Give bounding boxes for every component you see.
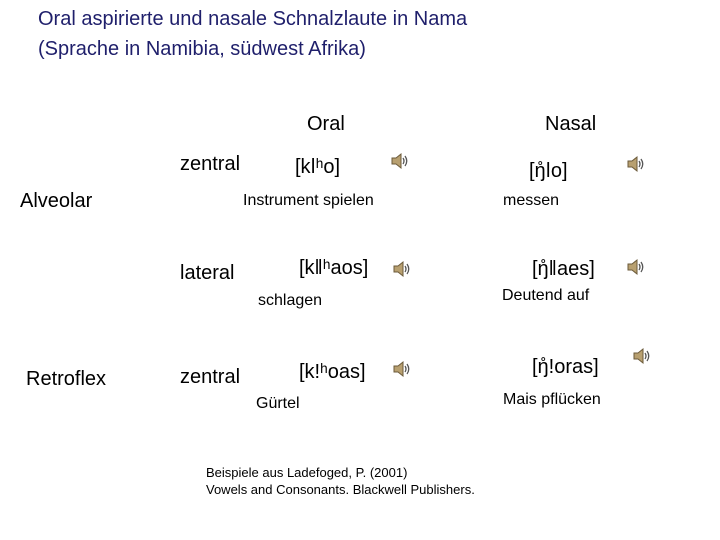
oral-gloss: Instrument spielen [243, 192, 374, 209]
column-header-nasal: Nasal [545, 113, 597, 135]
slide-title-line-2: (Sprache in Namibia, südwest Afrika) [38, 38, 366, 60]
oral-click-transcription: [kǀʰo] [295, 156, 341, 178]
column-header-oral: Oral [307, 113, 345, 135]
slide-title-line-1: Oral aspirierte und nasale Schnalzlaute in Nama [38, 8, 468, 30]
manner-label-zentral: zentral [180, 153, 241, 175]
speaker-icon[interactable] [632, 347, 652, 365]
speaker-icon[interactable] [626, 155, 646, 173]
nasal-gloss: Deutend auf [502, 287, 590, 304]
oral-gloss: schlagen [258, 292, 323, 309]
manner-label-zentral: zentral [180, 366, 241, 388]
nasal-click-transcription: [ŋ̊ǀo] [529, 160, 568, 182]
nasal-click-transcription: [ŋ̊ǁaes] [532, 258, 595, 280]
place-label-retroflex: Retroflex [26, 368, 107, 390]
manner-label-lateral: lateral [180, 262, 235, 284]
citation-line-2: Vowels and Consonants. Blackwell Publishers. [206, 482, 475, 497]
oral-click-transcription: [kǁʰaos] [299, 257, 369, 279]
place-label-alveolar: Alveolar [20, 190, 93, 212]
citation-line-1: Beispiele aus Ladefoged, P. (2001) [206, 465, 408, 480]
speaker-icon[interactable] [390, 152, 410, 170]
speaker-icon[interactable] [392, 260, 412, 278]
nasal-gloss: Mais pflücken [503, 391, 601, 408]
speaker-icon[interactable] [626, 258, 646, 276]
oral-click-transcription: [k!ʰoas] [299, 361, 366, 383]
nasal-click-transcription: [ŋ̊!oras] [532, 356, 599, 378]
oral-gloss: Gürtel [256, 395, 300, 412]
speaker-icon[interactable] [392, 360, 412, 378]
nasal-gloss: messen [503, 192, 560, 209]
